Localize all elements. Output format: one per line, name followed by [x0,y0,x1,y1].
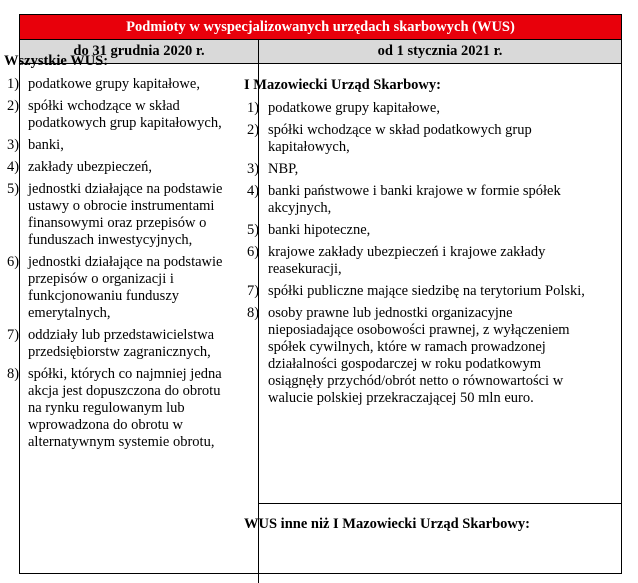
item-text: spółki, których co najmniej jedna akcja jest dopuszczona do obrotu na rynku regulowanym lub wprowadzona do obrotu w alternatywnym systemie obrotu, [28,366,222,450]
item-text: podatkowe grupy kapitałowe, [268,100,440,116]
item-text: spółki publiczne mające siedzibę na terytorium Polski, [268,283,585,299]
right-column-section2 [244,516,599,539]
right-list [244,100,599,407]
item-number: 4) [7,159,20,175]
list-item [244,122,599,156]
header-right: od 1 stycznia 2021 r. [259,40,621,64]
list-item [244,305,599,407]
item-number: 3) [247,161,260,177]
list-item [4,98,236,132]
item-number: 1) [7,76,20,92]
list-item [4,76,236,93]
item-number: 7) [247,283,260,299]
right-section2-title: WUS inne niż I Mazowiecki Urząd Skarbowy: [244,516,530,532]
item-text: banki, [28,137,64,153]
row-divider [259,503,621,504]
right-column [244,77,599,412]
item-number: 6) [247,244,260,260]
item-text: NBP, [268,161,299,177]
item-text: banki hipoteczne, [268,222,371,238]
list-item [244,283,599,300]
list-item [4,159,236,176]
item-number: 5) [247,222,260,238]
item-number: 3) [7,137,20,153]
item-text: spółki wchodzące w skład podatkowych grup kapitałowych, [28,98,222,131]
right-section-title: I Mazowiecki Urząd Skarbowy: [244,77,441,93]
item-text: jednostki działające na podstawie przepisów o organizacji i funkcjonowaniu funduszy emerytalnych, [28,254,223,321]
item-text: krajowe zakłady ubezpieczeń i krajowe zakłady reasekuracji, [268,244,546,277]
item-text: zakłady ubezpieczeń, [28,159,152,175]
item-number: 6) [7,254,20,270]
item-number: 5) [7,181,20,197]
left-column [4,53,236,456]
item-number: 8) [7,366,20,382]
item-text: oddziały lub przedstawicielstwa przedsiębiorstw zagranicznych, [28,327,215,360]
item-number: 7) [7,327,20,343]
list-item [244,100,599,117]
header-left: do 31 grudnia 2020 r. [20,40,259,64]
item-text: banki państwowe i banki krajowe w formie spółek akcyjnych, [268,183,561,216]
item-number: 1) [247,100,260,116]
item-number: 8) [247,305,260,321]
list-item [4,366,236,451]
list-item [244,161,599,178]
item-text: podatkowe grupy kapitałowe, [28,76,200,92]
list-item [4,254,236,322]
list-item [244,244,599,278]
list-item [4,137,236,154]
left-section-title: Wszystkie WUS: [4,53,109,69]
item-number: 2) [247,122,260,138]
table-title: Podmioty w wyspecjalizowanych urzędach skarbowych (WUS) [20,15,621,40]
item-text: spółki wchodzące w skład podatkowych grup kapitałowych, [268,122,532,155]
list-item [4,181,236,249]
item-text: jednostki działające na podstawie ustawy o obrocie instrumentami finansowymi oraz przepisów o funduszach inwestycyjnych, [28,181,223,248]
list-item [4,327,236,361]
item-number: 4) [247,183,260,199]
left-list [4,76,236,451]
list-item [244,183,599,217]
list-item [244,222,599,239]
item-number: 2) [7,98,20,114]
item-text: osoby prawne lub jednostki organizacyjne nieposiadające osobowości prawnej, z wyłączeniem spółek cywilnych, które w ramach prowadzonej działalności gospodarczej w roku podatkowym osiągnęły przychód/obrót netto o równowartości w walucie polskiej przekraczającej 50 mln euro. [268,305,570,406]
